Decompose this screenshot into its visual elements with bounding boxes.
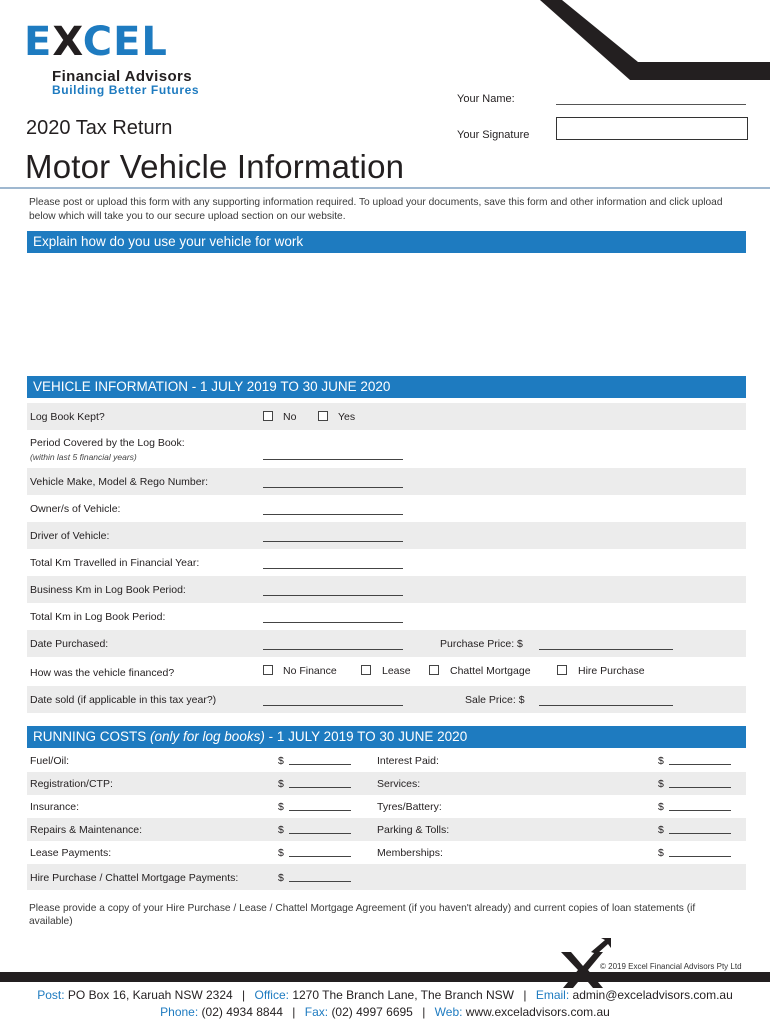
interest-paid-field[interactable]	[669, 764, 731, 765]
chattel-mortgage-label: Chattel Mortgage	[450, 665, 531, 677]
insurance-label: Insurance:	[30, 801, 80, 813]
repairs-currency: $	[278, 824, 284, 836]
registration-field[interactable]	[289, 787, 351, 788]
fuel-oil-label: Fuel/Oil:	[30, 755, 70, 767]
driver-field[interactable]	[263, 541, 403, 542]
running-cost-row	[27, 749, 746, 772]
business-km-field[interactable]	[263, 595, 403, 596]
lease-label: Lease	[382, 665, 411, 677]
period-covered-sub: (within last 5 financial years)	[30, 452, 137, 462]
services-label: Services:	[377, 778, 421, 790]
repairs-field[interactable]	[289, 833, 351, 834]
make-model-label: Vehicle Make, Model & Rego Number:	[30, 476, 209, 488]
logo-tagline-1: Financial Advisors	[52, 68, 193, 85]
office-label: Office:	[254, 988, 289, 1002]
company-logo	[22, 14, 222, 100]
work-use-heading: Explain how do you use your vehicle for work	[27, 231, 746, 253]
driver-row	[27, 522, 746, 549]
tyres-battery-field[interactable]	[669, 810, 731, 811]
make-model-field[interactable]	[263, 487, 403, 488]
memberships-label: Memberships:	[377, 847, 443, 859]
owners-field[interactable]	[263, 514, 403, 515]
parking-tolls-currency: $	[658, 824, 664, 836]
email-link[interactable]: admin@exceladvisors.com.au	[572, 988, 733, 1002]
log-book-yes-checkbox[interactable]	[318, 411, 328, 421]
agreement-note: Please provide a copy of your Hire Purchase / Lease / Chattel Mortgage Agreement (if you haven't already) and current copies of loan statements (if available)	[29, 903, 696, 927]
sale-price-field[interactable]	[539, 705, 673, 706]
make-model-row	[27, 468, 746, 495]
title-divider	[0, 187, 770, 189]
running-cost-row	[27, 818, 746, 841]
no-finance-checkbox[interactable]	[263, 665, 273, 675]
registration-label: Registration/CTP:	[30, 778, 113, 790]
footer-divider	[0, 972, 770, 982]
fuel-oil-currency: $	[278, 755, 284, 767]
financed-label: How was the vehicle financed?	[30, 667, 175, 679]
purchase-price-field[interactable]	[539, 649, 673, 650]
fax-number: (02) 4997 6695	[331, 1005, 413, 1019]
email-label: Email:	[535, 988, 570, 1002]
interest-paid-label: Interest Paid:	[377, 755, 439, 767]
total-km-lb-label: Total Km in Log Book Period:	[30, 611, 166, 623]
running-cost-row	[27, 795, 746, 818]
purchase-price-label: Purchase Price: $	[440, 638, 523, 650]
driver-label: Driver of Vehicle:	[30, 530, 110, 542]
date-sold-label: Date sold (if applicable in this tax year?)	[30, 694, 217, 706]
repairs-label: Repairs & Maintenance:	[30, 824, 143, 836]
log-book-yes-label: Yes	[338, 411, 356, 423]
intro-text: Please post or upload this form with any supporting information required. To upload your documents, save this form and other information and click upload below which will take you to our secure upload section on our website.	[29, 197, 723, 222]
footer-separator: |	[242, 988, 246, 1002]
total-km-lb-row	[27, 603, 746, 630]
total-km-lb-field[interactable]	[263, 622, 403, 623]
page-title: Motor Vehicle Information	[25, 148, 405, 185]
hire-purchase-payments-label: Hire Purchase / Chattel Mortgage Payments:	[30, 872, 239, 884]
date-purchased-label: Date Purchased:	[30, 638, 109, 650]
running-cost-row	[27, 772, 746, 795]
footer-separator: |	[292, 1005, 296, 1019]
insurance-field[interactable]	[289, 810, 351, 811]
web-link[interactable]: www.exceladvisors.com.au	[465, 1005, 610, 1019]
web-label: Web:	[434, 1005, 463, 1019]
footer-contact-line-2	[0, 1005, 770, 1019]
log-book-kept-row	[27, 403, 746, 430]
footer-separator: |	[523, 988, 527, 1002]
work-use-textarea[interactable]	[27, 254, 746, 374]
hire-purchase-label: Hire Purchase	[578, 665, 645, 677]
total-km-fy-field[interactable]	[263, 568, 403, 569]
footer-contact-line-1	[0, 988, 770, 1002]
tyres-battery-currency: $	[658, 801, 664, 813]
vehicle-info-heading: VEHICLE INFORMATION - 1 JULY 2019 TO 30 JUNE 2020	[27, 376, 746, 398]
your-name-field[interactable]	[556, 104, 746, 105]
financed-row	[27, 657, 746, 686]
sale-price-label: Sale Price: $	[465, 694, 525, 706]
business-km-label: Business Km in Log Book Period:	[30, 584, 186, 596]
running-costs-heading: RUNNING COSTS (only for log books) - 1 JULY 2019 TO 30 JUNE 2020	[27, 726, 746, 748]
interest-paid-currency: $	[658, 755, 664, 767]
hire-purchase-checkbox[interactable]	[557, 665, 567, 675]
fuel-oil-field[interactable]	[289, 764, 351, 765]
memberships-currency: $	[658, 847, 664, 859]
memberships-field[interactable]	[669, 856, 731, 857]
hire-purchase-payments-row	[27, 864, 746, 890]
your-signature-label: Your Signature	[457, 129, 530, 141]
lease-payments-label: Lease Payments:	[30, 847, 112, 859]
date-purchased-row	[27, 630, 746, 657]
total-km-fy-row	[27, 549, 746, 576]
post-label: Post:	[37, 988, 65, 1002]
services-field[interactable]	[669, 787, 731, 788]
log-book-no-checkbox[interactable]	[263, 411, 273, 421]
period-covered-label: Period Covered by the Log Book:	[30, 437, 185, 449]
lease-payments-currency: $	[278, 847, 284, 859]
tyres-battery-label: Tyres/Battery:	[377, 801, 442, 813]
parking-tolls-field[interactable]	[669, 833, 731, 834]
parking-tolls-label: Parking & Tolls:	[377, 824, 450, 836]
insurance-currency: $	[278, 801, 284, 813]
registration-currency: $	[278, 778, 284, 790]
date-sold-row	[27, 686, 746, 713]
logo-tagline-2: Building Better Futures	[52, 83, 200, 97]
lease-checkbox[interactable]	[361, 665, 371, 675]
no-finance-label: No Finance	[283, 665, 337, 677]
fax-label: Fax:	[304, 1005, 329, 1019]
total-km-fy-label: Total Km Travelled in Financial Year:	[30, 557, 200, 569]
owners-label: Owner/s of Vehicle:	[30, 503, 121, 515]
log-book-kept-label: Log Book Kept?	[30, 411, 105, 423]
hire-purchase-payments-currency: $	[278, 872, 284, 884]
phone-label: Phone:	[160, 1005, 199, 1019]
date-purchased-field[interactable]	[263, 649, 403, 650]
footer-separator: |	[422, 1005, 426, 1019]
your-name-label: Your Name:	[457, 93, 515, 105]
running-cost-row	[27, 841, 746, 864]
business-km-row	[27, 576, 746, 603]
corner-stripe-graphic	[540, 0, 770, 90]
office-address: 1270 The Branch Lane, The Branch NSW	[292, 988, 515, 1002]
log-book-no-label: No	[283, 411, 297, 423]
hire-purchase-payments-field[interactable]	[289, 881, 351, 882]
period-covered-row	[27, 430, 746, 468]
lease-payments-field[interactable]	[289, 856, 351, 857]
post-address: PO Box 16, Karuah NSW 2324	[67, 988, 233, 1002]
owners-row	[27, 495, 746, 522]
chattel-mortgage-checkbox[interactable]	[429, 665, 439, 675]
tax-return-year: 2020 Tax Return	[26, 117, 173, 139]
logo-wordmark: EXCEL	[24, 19, 168, 65]
copyright-text: © 2019 Excel Financial Advisors Pty Ltd	[600, 962, 742, 971]
your-signature-field[interactable]	[556, 117, 748, 140]
services-currency: $	[658, 778, 664, 790]
period-covered-field[interactable]	[263, 459, 403, 460]
date-sold-field[interactable]	[263, 705, 403, 706]
phone-number: (02) 4934 8844	[201, 1005, 283, 1019]
